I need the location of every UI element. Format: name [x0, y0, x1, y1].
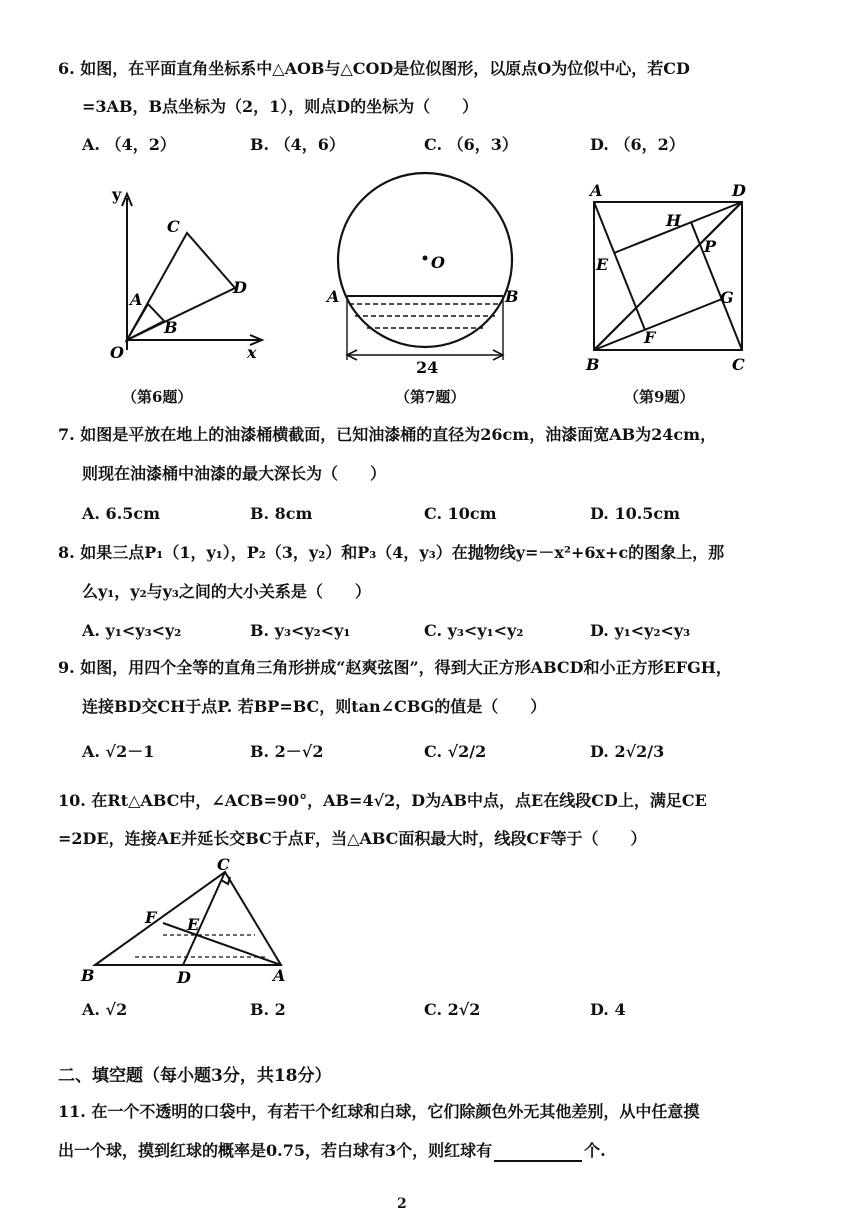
q11-line2 [58, 1140, 606, 1162]
q11-line1: 11. 在一个不透明的口袋中，有若干个红球和白球，它们除颜色外无其他差别，从中任意摸 [58, 1102, 700, 1121]
q8-option-d: D. y₁<y₂<y₃ [590, 621, 691, 640]
label-a: A [273, 966, 286, 985]
label-c: C [217, 855, 230, 874]
label-f: F [145, 908, 157, 927]
label-b: B [81, 966, 95, 985]
q6-option-b: B. （4，6） [250, 135, 345, 154]
q6-option-a: A. （4，2） [82, 135, 176, 154]
label-g: G [720, 288, 734, 307]
q10-line1: 10. 在Rt△ABC中，∠ACB=90°，AB=4√2，D为AB中点，点E在线段CD上，满足CE [58, 791, 707, 810]
label-e: E [187, 915, 200, 934]
q8-line2: 么y₁，y₂与y₃之间的大小关系是（ ） [82, 582, 371, 601]
label-a: A [590, 181, 603, 200]
q7-option-d: D. 10.5cm [590, 504, 681, 523]
figure-7-caption: （第7题） [395, 388, 466, 406]
q9-line1: 9. 如图，用四个全等的直角三角形拼成“赵爽弦图”，得到大正方形ABCD和小正方形EFGH， [58, 658, 732, 677]
figure-10 [75, 855, 315, 990]
q11-text-before: 出一个球，摸到红球的概率是0.75，若白球有3个，则红球有 [58, 1141, 493, 1160]
q8-option-c: C. y₃<y₁<y₂ [424, 621, 524, 640]
q6-option-d: D. （6，2） [590, 135, 685, 154]
q10-option-d: D. 4 [590, 1000, 626, 1019]
label-f: F [644, 328, 656, 347]
answer-blank[interactable] [494, 1144, 582, 1162]
q9-option-c: C. √2/2 [424, 742, 487, 761]
q7-option-b: B. 8cm [250, 504, 313, 523]
q9-option-a: A. √2－1 [82, 742, 155, 761]
line-ch [691, 222, 742, 350]
label-d: D [732, 181, 746, 200]
q9-line2: 连接BD交CH于点P. 若BP=BC，则tan∠CBG的值是（ ） [82, 697, 547, 716]
label-c: C [167, 217, 180, 236]
label-c: C [732, 355, 745, 374]
label-h: H [666, 211, 682, 230]
q7-line1: 7. 如图是平放在地上的油漆桶横截面，已知油漆桶的直径为26cm，油漆面宽AB为24cm， [58, 425, 717, 444]
label-x: x [247, 343, 257, 362]
figure-9 [580, 178, 770, 378]
segment-af [163, 923, 281, 965]
q6-line2: =3AB，B点坐标为（2，1），则点D的坐标为（ ） [82, 97, 479, 116]
q10-option-a: A. √2 [82, 1000, 128, 1019]
figure-9-caption: （第9题） [624, 388, 695, 406]
q7-line2: 则现在油漆桶中油漆的最大深长为（ ） [82, 464, 387, 483]
q9-option-b: B. 2－√2 [250, 742, 324, 761]
label-d: D [233, 278, 247, 297]
q10-option-c: C. 2√2 [424, 1000, 481, 1019]
q7-option-a: A. 6.5cm [82, 504, 161, 523]
label-b: B [505, 287, 519, 306]
triangle-aob [127, 304, 164, 340]
page-number: 2 [397, 1196, 407, 1212]
label-o: O [110, 343, 124, 362]
label-o: O [431, 253, 445, 272]
figure-7 [325, 170, 525, 380]
center-dot [423, 256, 428, 261]
figure-6-caption: （第6题） [122, 388, 193, 406]
q6-line1: 6. 如图，在平面直角坐标系中△AOB与△COD是位似图形，以原点O为位似中心，若CD [58, 59, 690, 78]
label-a: A [327, 287, 340, 306]
triangle-cod [127, 233, 235, 340]
label-y: y [112, 185, 122, 204]
label-b: B [586, 355, 600, 374]
q10-line2: =2DE，连接AE并延长交BC于点F，当△ABC面积最大时，线段CF等于（ ） [58, 829, 647, 848]
q8-option-a: A. y₁<y₃<y₂ [82, 621, 182, 640]
label-a: A [130, 290, 143, 309]
label-b: B [164, 318, 178, 337]
q10-option-b: B. 2 [250, 1000, 286, 1019]
q11-text-after: 个. [584, 1141, 606, 1160]
q8-option-b: B. y₃<y₂<y₁ [250, 621, 351, 640]
q6-option-c: C. （6，3） [424, 135, 518, 154]
figure-6 [90, 180, 280, 380]
line-bg [594, 299, 722, 350]
q8-line1: 8. 如果三点P₁（1，y₁），P₂（3，y₂）和P₃（4，y₃）在抛物线y=－x²+6x+c的图象上，那 [58, 543, 725, 562]
label-24: 24 [416, 358, 439, 377]
label-d: D [177, 968, 191, 987]
q7-option-c: C. 10cm [424, 504, 497, 523]
label-p: P [704, 237, 717, 256]
label-e: E [596, 255, 609, 274]
q9-option-d: D. 2√2/3 [590, 742, 665, 761]
section-2-title: 二、填空题（每小题3分，共18分） [58, 1066, 332, 1086]
